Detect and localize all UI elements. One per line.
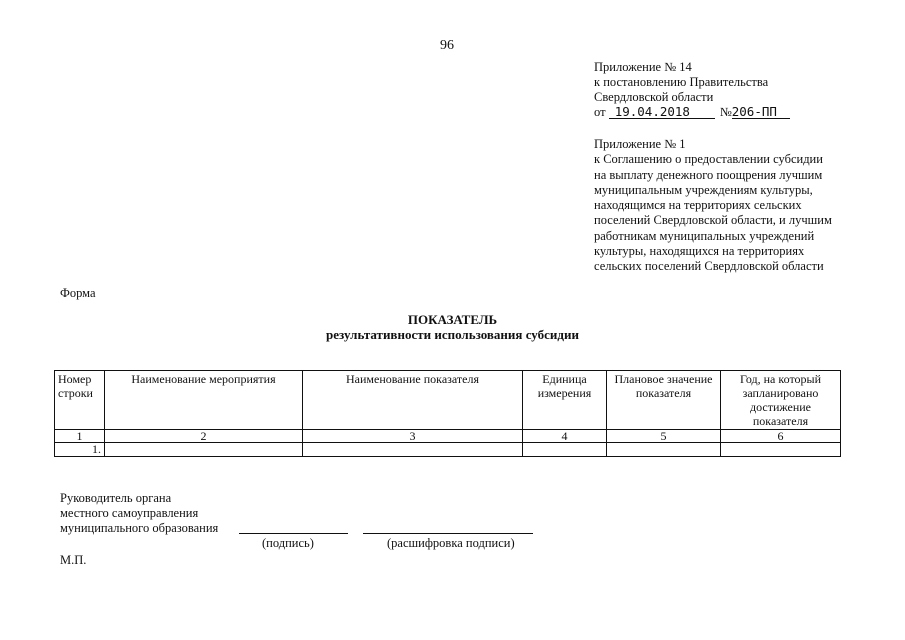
header-planned-value: Плановое значение показателя [607, 371, 721, 430]
date-prefix: от [594, 105, 606, 119]
header-indicator-name: Наименование показателя [303, 371, 523, 430]
table-cell: 1. [55, 443, 105, 457]
table-cell [721, 443, 841, 457]
appendix-1-line: на выплату денежного поощрения лучшим [594, 167, 823, 182]
document-subtitle: результативности использования субсидии [326, 327, 579, 342]
table-cell [303, 443, 523, 457]
appendix-14-line: Приложение № 14 [594, 60, 692, 74]
stamp-place-label: М.П. [60, 553, 87, 567]
appendix-1-line: сельских поселений Свердловской области [594, 259, 824, 274]
column-number: 3 [303, 430, 523, 443]
appendix-14-block [594, 60, 790, 120]
resolution-date: 19.04.2018 [609, 105, 715, 119]
appendix-1-line: поселений Свердловской области, и лучшим [594, 213, 832, 228]
page-number: 96 [440, 38, 454, 53]
table-cell [523, 443, 607, 457]
appendix-1-line: культуры, находящихся на территориях [594, 244, 805, 259]
table-cell [105, 443, 303, 457]
document-title: ПОКАЗАТЕЛЬ [407, 312, 498, 327]
signature-caption: (подпись) [262, 536, 314, 550]
table-column-numbers-row [55, 430, 841, 443]
signature-decode-line [363, 533, 533, 534]
table-cell [607, 443, 721, 457]
appendix-1-line: к Соглашению о предоставлении субсидии [594, 152, 823, 167]
table-row [55, 443, 841, 457]
appendix-1-block [594, 137, 832, 275]
number-prefix: № [719, 105, 732, 119]
column-number: 4 [523, 430, 607, 443]
form-label: Форма [60, 286, 96, 300]
appendix-1-line: работникам муниципальных учреждений [594, 228, 815, 243]
signatory-line: муниципального образования [60, 521, 219, 535]
signatory-line: местного самоуправления [60, 506, 199, 520]
signature-block [60, 491, 218, 536]
appendix-1-line: муниципальным учреждениям культуры, [594, 182, 813, 197]
appendix-14-line: к постановлению Правительства [594, 75, 769, 89]
signature-decode-caption: (расшифровка подписи) [387, 536, 515, 550]
appendix-1-line: находящимся на территориях сельских [594, 198, 802, 213]
signatory-line: Руководитель органа [60, 491, 172, 505]
column-number: 2 [105, 430, 303, 443]
header-target-year: Год, на который запланировано достижение показателя [721, 371, 841, 430]
column-number: 1 [55, 430, 105, 443]
appendix-1-line: Приложение № 1 [594, 137, 686, 151]
appendix-14-date-line [594, 105, 790, 120]
header-row-number: Номер строки [55, 371, 105, 430]
appendix-14-line: Свердловской области [594, 90, 714, 104]
signature-line [239, 533, 348, 534]
header-activity-name: Наименование мероприятия [105, 371, 303, 430]
resolution-number: 206-ПП [732, 105, 790, 119]
table-header-row [55, 371, 841, 430]
header-unit: Единица измерения [523, 371, 607, 430]
column-number: 6 [721, 430, 841, 443]
indicator-table [54, 370, 841, 457]
column-number: 5 [607, 430, 721, 443]
